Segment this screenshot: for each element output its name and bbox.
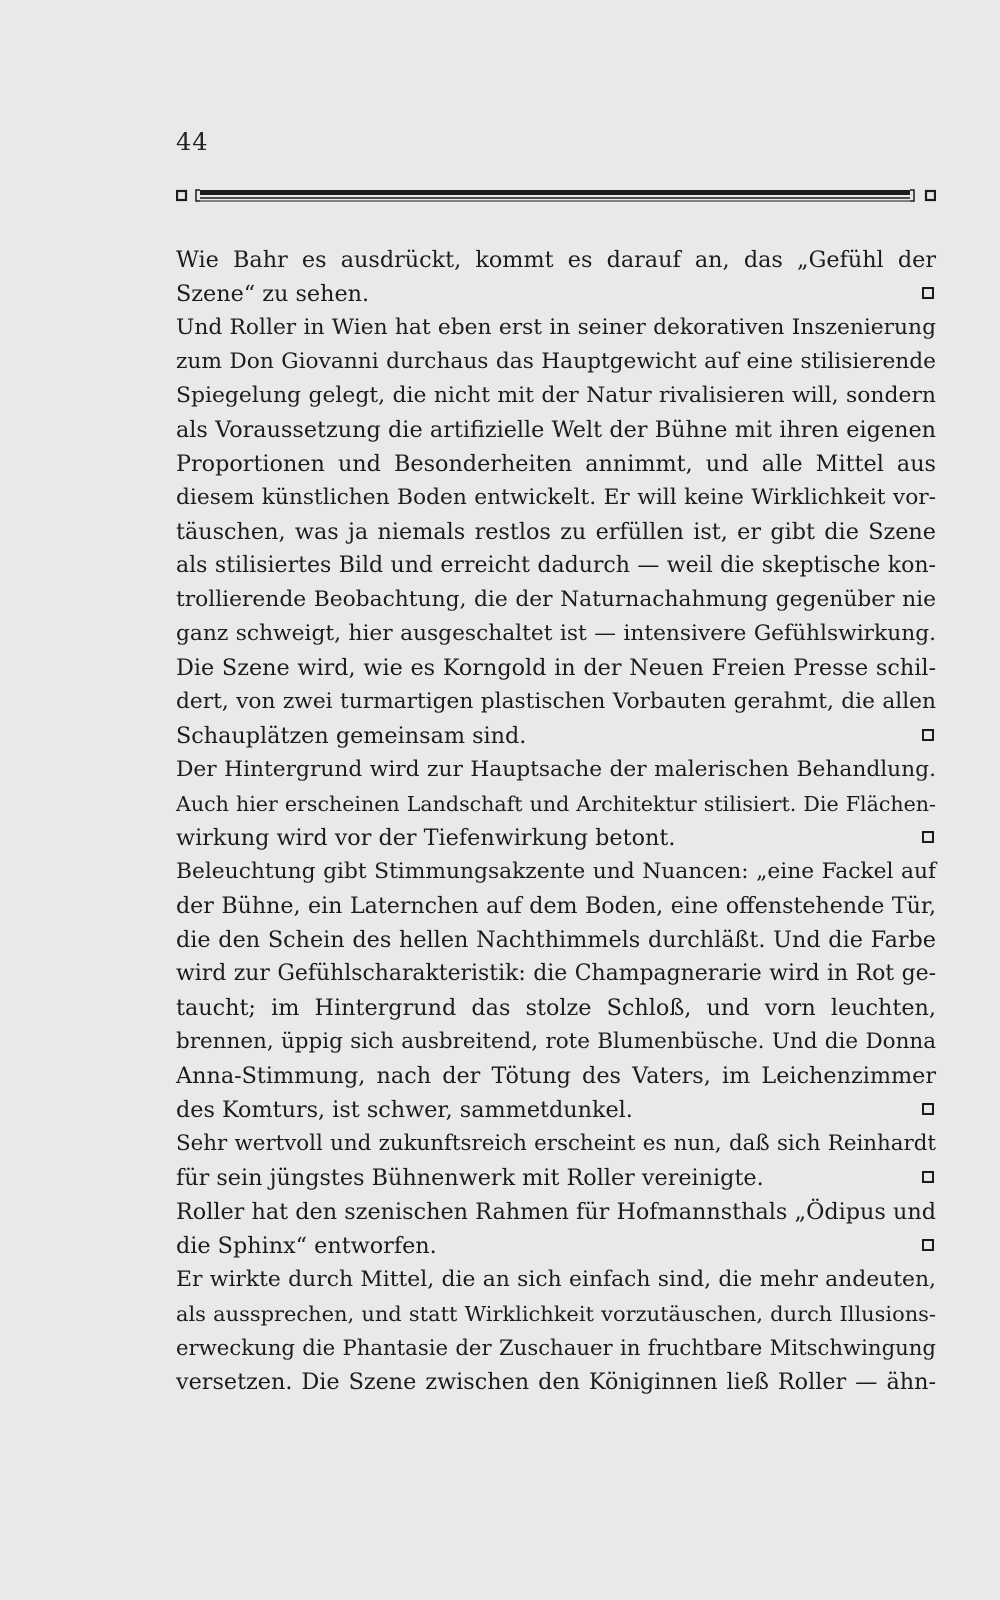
text-line: [176, 719, 936, 753]
text-line-content: Er wirkte durch Mittel, die an sich einfach sind, die mehr andeuten,: [176, 1267, 936, 1292]
text-line: [176, 1263, 936, 1297]
text-line: [176, 1331, 936, 1365]
text-line: [176, 991, 936, 1025]
text-line-content: taucht; im Hintergrund das stolze Schloß, und vorn leuchten,: [176, 995, 936, 1021]
text-line: [176, 1059, 936, 1093]
paragraph-end-square-icon: [922, 1103, 934, 1115]
text-line: [176, 481, 936, 515]
text-line: [176, 787, 936, 821]
text-line-content: die Sphinx“ entworfen.: [176, 1233, 437, 1259]
text-line: [176, 617, 936, 651]
text-line-content: Der Hintergrund wird zur Hauptsache der malerischen Behandlung.: [176, 757, 936, 782]
text-line-content: diesem künstlichen Boden entwickelt. Er will keine Wirklichkeit vor-: [176, 485, 936, 510]
paragraph-end-square-icon: [922, 729, 934, 741]
text-line: [176, 685, 936, 719]
text-line-content: Anna-Stimmung, nach der Tötung des Vaters, im Leichenzimmer: [176, 1063, 936, 1089]
text-line-content: wird zur Gefühlscharakteristik: die Champagnerarie wird in Rot ge-: [176, 961, 936, 986]
text-line-content: Proportionen und Besonderheiten annimmt, und alle Mittel aus: [176, 451, 936, 477]
text-line: [176, 923, 936, 957]
text-line: [176, 549, 936, 583]
text-line-content: Spiegelung gelegt, die nicht mit der Natur rivalisieren will, sondern: [176, 383, 936, 408]
body-text: [176, 243, 936, 1399]
text-line: [176, 243, 936, 277]
text-line: [176, 311, 936, 345]
text-line: [176, 413, 936, 447]
text-line-content: Schauplätzen gemeinsam sind.: [176, 723, 527, 749]
text-line: [176, 1025, 936, 1059]
text-line-content: Szene“ zu sehen.: [176, 281, 370, 307]
text-line-content: zum Don Giovanni durchaus das Hauptgewicht auf eine stilisierende: [176, 349, 936, 374]
paragraph-end-square-icon: [922, 287, 934, 299]
text-line: [176, 1195, 936, 1229]
text-line: [176, 515, 936, 549]
text-line: [176, 583, 936, 617]
text-line: [176, 1297, 936, 1331]
text-line-content: Beleuchtung gibt Stimmungsakzente und Nuancen: „eine Fackel auf: [176, 859, 936, 884]
text-line-content: des Komturs, ist schwer, sammetdunkel.: [176, 1097, 633, 1123]
text-line: [176, 821, 936, 855]
text-line-content: Sehr wertvoll und zukunftsreich erscheint es nun, daß sich Reinhardt: [176, 1131, 936, 1156]
text-line-content: Auch hier erscheinen Landschaft und Architektur stilisiert. Die Flächen-: [176, 792, 936, 816]
text-line-content: der Bühne, ein Laternchen auf dem Boden, eine offenstehende Tür,: [176, 893, 936, 919]
text-line: [176, 1161, 936, 1195]
text-line-content: wirkung wird vor der Tiefenwirkung betont.: [176, 825, 676, 851]
text-line: [176, 379, 936, 413]
text-line: [176, 957, 936, 991]
text-line-content: die den Schein des hellen Nachthimmels durchläßt. Und die Farbe: [176, 927, 936, 953]
text-line: [176, 447, 936, 481]
text-line-content: trollierende Beobachtung, die der Naturnachahmung gegenüber nie: [176, 587, 936, 612]
text-line: [176, 1127, 936, 1161]
text-line-content: versetzen. Die Szene zwischen den Königinnen ließ Roller — ähn-: [176, 1369, 936, 1395]
text-line-content: Und Roller in Wien hat eben erst in seiner dekorativen Inszenierung: [176, 315, 936, 340]
text-line-content: ganz schweigt, hier ausgeschaltet ist — intensivere Gefühlswirkung.: [176, 621, 936, 646]
text-line-content: als stilisiertes Bild und erreicht dadurch — weil die skeptische kon-: [176, 553, 936, 578]
text-line-content: Roller hat den szenischen Rahmen für Hofmannsthals „Ödipus und: [176, 1199, 936, 1225]
text-line: [176, 345, 936, 379]
decorative-header-rule: [176, 188, 936, 204]
text-line: [176, 651, 936, 685]
text-line: [176, 277, 936, 311]
text-line-content: als Voraussetzung die artifizielle Welt der Bühne mit ihren eigenen: [176, 417, 936, 443]
text-line: [176, 1365, 936, 1399]
paragraph-end-square-icon: [922, 831, 934, 843]
page-number: 44: [176, 128, 209, 156]
paragraph-end-square-icon: [922, 1239, 934, 1251]
text-line-content: Wie Bahr es ausdrückt, kommt es darauf an, das „Gefühl der: [176, 247, 936, 273]
text-line: [176, 753, 936, 787]
text-line: [176, 1229, 936, 1263]
text-line: [176, 855, 936, 889]
text-line-content: täuschen, was ja niemals restlos zu erfüllen ist, er gibt die Szene: [176, 519, 936, 545]
text-line-content: Die Szene wird, wie es Korngold in der Neuen Freien Presse schil-: [176, 655, 936, 681]
text-line-content: dert, von zwei turmartigen plastischen Vorbauten gerahmt, die allen: [176, 689, 936, 714]
text-line-content: brennen, üppig sich ausbreitend, rote Blumenbüsche. Und die Donna: [176, 1029, 936, 1054]
text-line-content: für sein jüngstes Bühnenwerk mit Roller vereinigte.: [176, 1165, 764, 1191]
paragraph-end-square-icon: [922, 1171, 934, 1183]
text-line: [176, 889, 936, 923]
text-line-content: als aussprechen, und statt Wirklichkeit vorzutäuschen, durch Illusions-: [176, 1302, 936, 1326]
text-line: [176, 1093, 936, 1127]
text-line-content: erweckung die Phantasie der Zuschauer in fruchtbare Mitschwingung: [176, 1335, 936, 1360]
